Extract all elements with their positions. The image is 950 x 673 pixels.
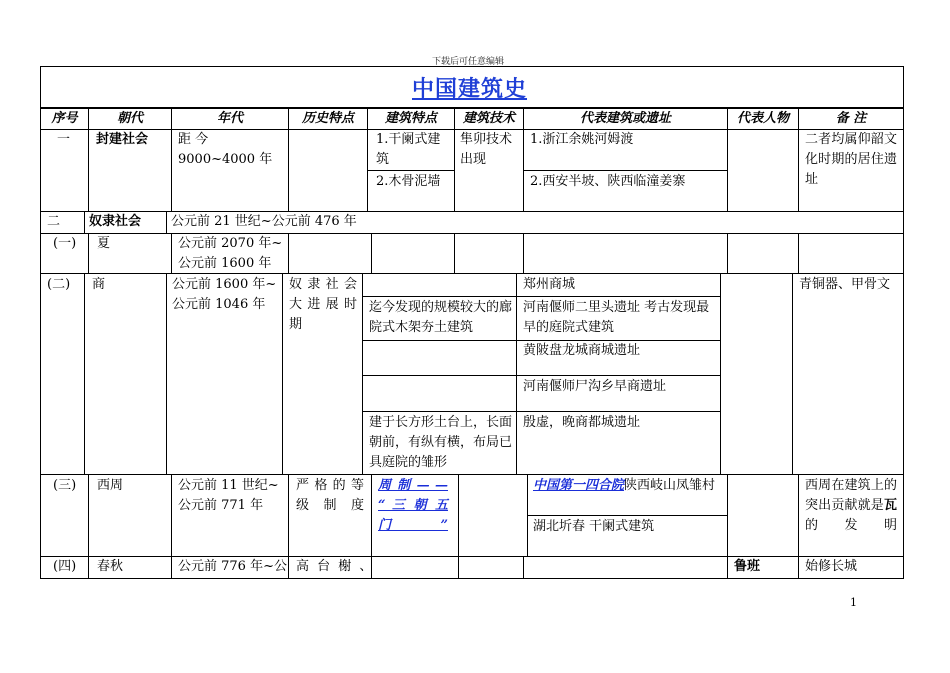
row5-remark-tail: 的发明 xyxy=(805,518,897,533)
row5-site-a-text: 陕西岐山凤雏村 xyxy=(624,478,716,493)
row1-site-a: 1.浙江余姚河姆渡 xyxy=(530,132,634,147)
row5-feature-link[interactable]: 周 制 — — “ 三 朝 五 门” xyxy=(378,478,448,533)
header-note: 下载后可任意编辑 xyxy=(432,57,505,67)
row3-dynasty: 夏 xyxy=(97,236,111,251)
row1-site-b: 2.西安半坡、陕西临潼姜寨 xyxy=(530,174,686,189)
row6-dynasty: 春秋 xyxy=(97,559,124,574)
row5-seq: (三) xyxy=(53,478,77,493)
row6-era: 公元前 776 年~公 xyxy=(178,559,287,574)
row4-remark: 青铜器、甲骨文 xyxy=(799,277,891,292)
row5-history: 严 格 的 等 级制度 xyxy=(296,478,364,513)
row3-seq: (一) xyxy=(53,236,77,251)
header-tech: 建筑技术 xyxy=(462,111,515,126)
row5-remark xyxy=(805,476,897,536)
row5-site-b: 湖北圻春 干阑式建筑 xyxy=(533,519,655,534)
row4-site-b: 河南偃师二里头遗址 考古发现最早的庭院式建筑 xyxy=(523,300,710,335)
page-title: 中国建筑史 xyxy=(412,76,528,102)
header-remark: 备 注 xyxy=(835,111,867,126)
row1-dynasty: 封建社会 xyxy=(96,132,149,147)
header-history: 历史特点 xyxy=(301,111,354,126)
row5-site-a-highlight[interactable]: 中国第一四合院 xyxy=(533,478,625,493)
row2-seq: 二 xyxy=(47,214,61,229)
row6-person: 鲁班 xyxy=(734,559,761,574)
row2-dynasty: 奴隶社会 xyxy=(89,214,142,229)
header-site: 代表建筑或遗址 xyxy=(579,111,671,126)
row4-seq: (二) xyxy=(47,277,71,292)
row1-era: 距 今 9000~4000 年 xyxy=(178,132,273,167)
row4-feature-e: 建于长方形土台上，长面朝前，有纵有横，布局已具庭院的雏形 xyxy=(369,415,513,470)
header-seq: 序号 xyxy=(51,111,78,126)
header-feature: 建筑特点 xyxy=(384,111,437,126)
row4-dynasty: 商 xyxy=(92,277,106,292)
row6-history: 高 台 榭 、 xyxy=(296,559,375,574)
row1-remark: 二者均属仰韶文化时期的居住遗址 xyxy=(805,132,897,187)
row4-history: 奴 隶 社 会 大 进 展 时 期 xyxy=(289,277,357,332)
row5-remark-bold: 瓦 xyxy=(883,498,897,513)
row1-feature-a: 1.干阑式建筑 xyxy=(376,132,441,167)
row5-remark-text: 西周在建筑上的突出贡献就是 xyxy=(805,478,897,513)
row4-site-d: 河南偃师尸沟乡早商遗址 xyxy=(523,379,667,394)
row4-site-e: 殷虚，晚商都城遗址 xyxy=(523,415,641,430)
row4-era: 公元前 1600 年~公元前 1046 年 xyxy=(172,277,277,312)
row4-feature-b: 迄今发现的规模较大的廊院式木架夯土建筑 xyxy=(369,300,513,335)
row5-era: 公元前 11 世纪~公元前 771 年 xyxy=(178,478,279,513)
page-number: 1 xyxy=(850,596,857,609)
row1-tech: 隼卯技术出现 xyxy=(460,132,513,167)
row1-seq: 一 xyxy=(57,132,71,147)
header-dynasty: 朝代 xyxy=(116,111,143,126)
row3-era: 公元前 2070 年~公元前 1600 年 xyxy=(178,236,283,271)
row6-remark: 始修长城 xyxy=(805,559,858,574)
row1-feature-b: 2.木骨泥墙 xyxy=(376,174,441,189)
row4-site-c: 黄陂盘龙城商城遗址 xyxy=(523,343,641,358)
row5-site-a xyxy=(533,476,723,496)
header-era: 年代 xyxy=(216,111,243,126)
header-person: 代表人物 xyxy=(736,111,789,126)
row5-dynasty: 西周 xyxy=(97,478,124,493)
row4-site-a: 郑州商城 xyxy=(523,277,576,292)
row2-era: 公元前 21 世纪~公元前 476 年 xyxy=(171,214,357,229)
row6-seq: (四) xyxy=(53,559,77,574)
